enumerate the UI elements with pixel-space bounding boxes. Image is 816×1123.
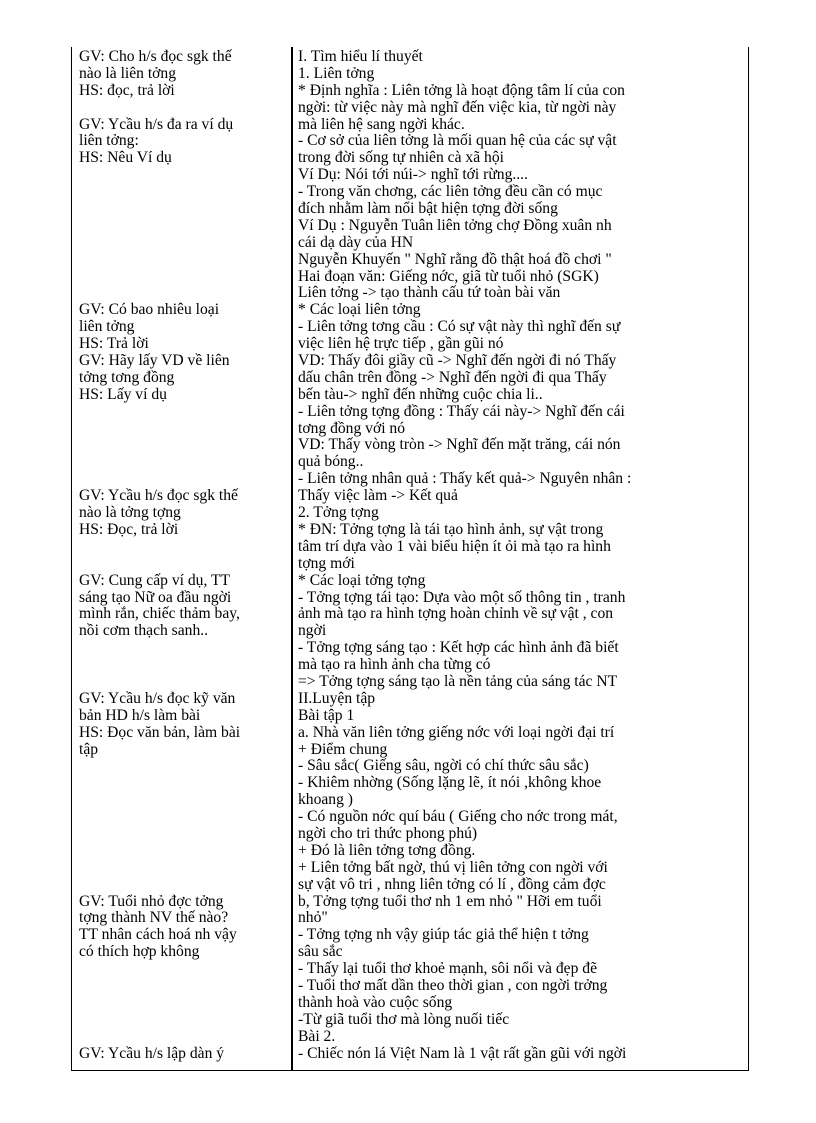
activity-line: tởng tơng đồng: [79, 368, 175, 386]
activity-line: HS: Trả lời: [79, 335, 149, 353]
content-line: ngời: [298, 622, 327, 640]
activity-line: GV: Ycầu h/s đa ra ví dụ: [79, 115, 234, 133]
content-line: * ĐN: Tởng tợng là tái tạo hình ảnh, sự vật trong: [298, 520, 604, 538]
content-line: dấu chân trên đồng -> Nghĩ đến ngời đi qua Thấy: [298, 368, 607, 386]
content-line: cái dạ dày của HN: [298, 233, 414, 251]
activity-line: mình rắn, chiếc thảm bay,: [79, 605, 240, 623]
content-line: - Trong văn chơng, các liên tởng đều cần có mục: [298, 183, 603, 201]
activity-line: GV: Ycầu h/s đọc sgk thế: [79, 487, 238, 505]
activity-line: GV: Ycầu h/s đọc kỹ văn: [79, 689, 236, 707]
activity-line: GV: Cho h/s đọc sgk thế: [79, 48, 232, 65]
subsection-heading: 1. Liên tởng: [298, 64, 375, 82]
content-line: ảnh mà tạo ra hình tợng hoàn chỉnh về sự vật , con: [298, 605, 614, 623]
content-line: * Các loại tởng tợng: [298, 571, 426, 589]
activity-block-7: [79, 1046, 284, 1063]
activity-line: HS: đọc, trả lời: [79, 81, 175, 99]
activity-line: GV: Cung cấp ví dụ, TT: [79, 571, 231, 589]
activity-line: nồi cơm thạch sanh..: [79, 622, 209, 640]
exercise-heading: Bài 2.: [298, 1027, 336, 1045]
content-line: + Điểm chung: [298, 740, 388, 758]
activity-line: HS: Nêu Ví dụ: [79, 149, 172, 167]
content-line: Ví Dụ: Nói tới núi-> nghĩ tới rừng....: [298, 166, 528, 184]
content-line: + Đó là liên tởng tơng đồng.: [298, 841, 476, 859]
content-line: + Liên tởng bất ngờ, thú vị liên tởng con ngời với: [298, 858, 608, 876]
content-line: mà tạo ra hình ảnh cha từng có: [298, 656, 491, 674]
content-line: sâu sắc: [298, 943, 343, 961]
content-line: Liên tởng -> tạo thành cấu tứ toàn bài văn: [298, 284, 561, 302]
content-line: - Tởng tợng nh vậy giúp tác giả thể hiện t tởng: [298, 926, 589, 944]
content-line: => Tởng tợng sáng tạo là nền tảng của sáng tác NT: [298, 672, 618, 690]
activity-line: nào là tởng tợng: [79, 504, 181, 522]
activity-line: TT nhân cách hoá nh vậy: [79, 926, 237, 944]
content-line: - Tởng tợng sáng tạo : Kết hợp các hình ảnh đã biết: [298, 639, 619, 657]
activity-line: tập: [79, 740, 99, 758]
activity-block-0: [79, 49, 284, 100]
content-line: Thấy việc làm -> Kết quả: [298, 487, 458, 505]
content-line: quả bóng..: [298, 453, 364, 471]
content-line: khoang ): [298, 791, 353, 809]
content-line: VD: Thấy đôi giầy cũ -> Nghĩ đến ngời đi nó Thấy: [298, 352, 617, 370]
content-line: sự vật vô tri , nhng liên tởng có lí , đồng cảm đợc: [298, 875, 606, 893]
content-line: * Các loại liên tởng: [298, 301, 421, 319]
content-line: - Khiêm nhờng (Sống lặng lẽ, ít nói ,không khoe: [298, 774, 602, 792]
content-line: Nguyễn Khuyến " Nghĩ rằng đồ thật hoá đồ chơi ": [298, 250, 612, 268]
activity-line: sáng tạo Nữ oa đầu ngời: [79, 588, 232, 606]
activity-line: nào là liên tởng: [79, 64, 177, 82]
content-line: - Tởng tợng tái tạo: Dựa vào một số thông tin , tranh: [298, 588, 626, 606]
activity-block-4: [79, 573, 284, 641]
content-line: Ví Dụ : Nguyễn Tuân liên tởng chợ Đồng xuân nh: [298, 216, 612, 234]
content-line: đích nhằm làm nổi bật hiện tợng đời sống: [298, 200, 558, 218]
content-line: b, Tởng tợng tuổi thơ nh 1 em nhỏ " Hỡi em tuổi: [298, 892, 602, 910]
subsection-heading: 2. Tởng tợng: [298, 504, 379, 522]
activity-block-1: [79, 117, 284, 168]
teacher-student-activity-column: [79, 49, 284, 1062]
exercise-heading: Bài tập 1: [298, 706, 355, 724]
content-line: - Thấy lại tuổi thơ khoẻ mạnh, sôi nổi và đẹp đẽ: [298, 960, 597, 978]
content-line: mà liên hệ sang ngời khác.: [298, 115, 465, 133]
content-line: - Có nguồn nớc quí báu ( Giếng cho nớc trong mát,: [298, 808, 618, 826]
activity-line: bản HD h/s làm bài: [79, 706, 201, 724]
activity-line: liên tởng:: [79, 132, 139, 150]
content-line: thành hoà vào cuộc sống: [298, 993, 453, 1011]
content-line: -Từ giã tuổi thơ mà lòng nuối tiếc: [298, 1010, 510, 1028]
activity-line: tợng thành NV thế nào?: [79, 909, 229, 927]
activity-line: có thích hợp không: [79, 943, 200, 961]
activity-line: HS: Lấy ví dụ: [79, 385, 167, 403]
column-divider: [291, 47, 293, 1070]
content-line: - Tuổi thơ mất dần theo thời gian , con ngời trởng: [298, 976, 608, 994]
content-line: - Cơ sở của liên tởng là mối quan hệ của các sự vật: [298, 132, 617, 150]
lesson-content-column: [298, 49, 748, 1062]
content-line: - Liên tởng tơng cầu : Có sự vật này thì nghĩ đến sự: [298, 318, 621, 336]
content-line: VD: Thấy vòng tròn -> Nghĩ đến mặt trăng, cái nón: [298, 436, 621, 454]
activity-line: GV: Tuổi nhỏ đợc tởng: [79, 892, 224, 910]
activity-block-5: [79, 691, 284, 759]
activity-block-6: [79, 894, 284, 962]
activity-line: HS: Đọc văn bản, làm bài: [79, 723, 241, 741]
activity-block-3: [79, 488, 284, 539]
section-heading: I. Tìm hiểu lí thuyết: [298, 48, 423, 65]
activity-line: HS: Đọc, trả lời: [79, 520, 179, 538]
activity-line: liên tởng: [79, 318, 135, 336]
activity-line: GV: Ycầu h/s lập dàn ý: [79, 1044, 225, 1062]
content-line: trong đời sống tự nhiên cà xã hội: [298, 149, 504, 167]
content-line: việc liên hệ trực tiếp , gần gũi nó: [298, 335, 504, 353]
content-line: - Chiếc nón lá Việt Nam là 1 vật rất gần gũi với ngời: [298, 1044, 627, 1062]
content-line: * Định nghĩa : Liên tởng là hoạt động tâm lí của con: [298, 81, 625, 99]
content-line: tâm trí dựa vào 1 vài biểu hiện ít ỏi mà tạo ra hình: [298, 537, 611, 555]
content-line: bến tàu-> nghĩ đến những cuộc chia li..: [298, 385, 543, 403]
content-line: nhỏ": [298, 909, 328, 927]
section-heading: II.Luyện tập: [298, 689, 376, 707]
content-line: a. Nhà văn liên tởng giếng nớc với loại ngời đại trí: [298, 723, 615, 741]
content-line: - Liên tởng tợng đồng : Thấy cái này-> Nghĩ đến cái: [298, 402, 625, 420]
lesson-plan-table: [71, 47, 749, 1071]
content-line: tợng mới: [298, 554, 355, 572]
activity-line: GV: Hãy lấy VD về liên: [79, 352, 230, 370]
content-line: tơng đồng với nó: [298, 419, 406, 437]
activity-block-2: [79, 302, 284, 403]
content-line: - Sâu sắc( Giếng sâu, ngời có chí thức sâu sắc): [298, 757, 589, 775]
content-line: ngời cho tri thức phong phú): [298, 824, 478, 842]
activity-line: GV: Có bao nhiêu loại: [79, 301, 220, 319]
content-line: - Liên tởng nhân quả : Thấy kết quả-> Nguyên nhân :: [298, 470, 632, 488]
content-line: ngời: từ việc này mà nghĩ đến việc kia, từ ngời này: [298, 98, 617, 116]
content-line: Hai đoạn văn: Giếng nớc, giã từ tuổi nhỏ (SGK): [298, 267, 599, 285]
